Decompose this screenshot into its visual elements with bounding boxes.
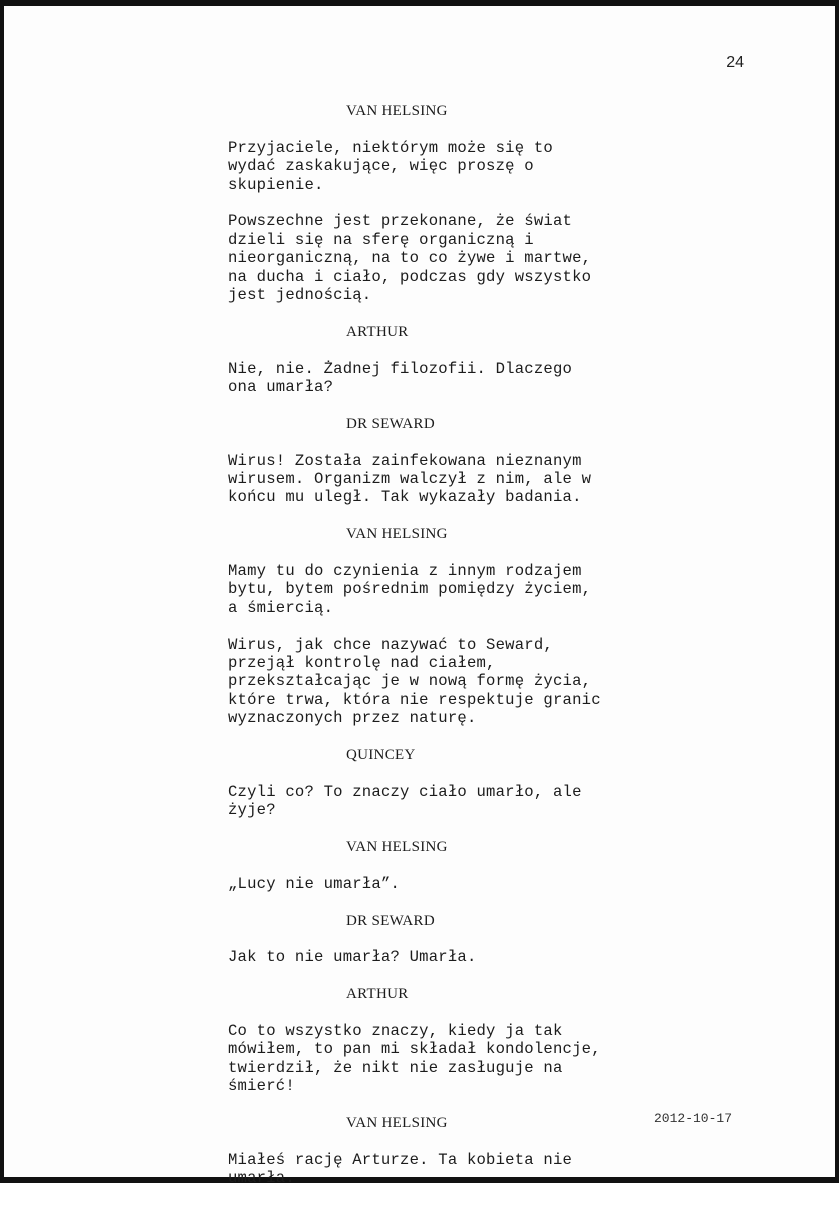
dialogue-block [228, 139, 648, 194]
dialogue-block [228, 452, 648, 507]
screenplay-body [228, 102, 648, 1206]
dialogue-line: Co to wszystko znaczy, kiedy ja tak [228, 1022, 563, 1041]
dialogue-line: „Lucy nie umarła”. [228, 874, 401, 893]
dialogue-line: przejął kontrolę nad ciałem, [228, 654, 496, 673]
dialogue-line: Przyjaciele, niektórym może się to [228, 138, 553, 157]
dialogue-line: bytu, bytem pośrednim pomiędzy życiem, [228, 580, 592, 599]
dialogue-line: Nie, nie. Żadnej filozofii. Dlaczego [228, 359, 573, 378]
dialogue-block [228, 562, 648, 617]
dialogue-line: końcu mu uległ. Tak wykazały badania. [228, 488, 582, 507]
dialogue-line: Miałeś rację Arturze. Ta kobieta nie [228, 1150, 573, 1169]
dialogue-block [228, 875, 648, 893]
dialogue-line: umarła. [228, 1169, 295, 1188]
character-name: ARTHUR [346, 986, 409, 1003]
dialogue-line: Wirus! Została zainfekowana nieznanym [228, 451, 582, 470]
character-name: VAN HELSING [346, 103, 448, 119]
dialogue-block [228, 783, 648, 820]
dialogue-block [228, 636, 648, 728]
dialogue-line: jest jednością. [228, 286, 372, 305]
dialogue-line: na ducha i ciało, podczas gdy wszystko [228, 267, 592, 286]
dialogue-block [228, 1151, 648, 1188]
dialogue-line: skupienie. [228, 175, 324, 194]
dialogue-line: dzieli się na sferę organiczną i [228, 230, 534, 249]
dialogue-line: wirusem. Organizm walczył z nim, ale w [228, 470, 592, 489]
page-number: 24 [726, 54, 744, 71]
dialogue-line: śmierć! [228, 1077, 295, 1096]
dialogue-block [228, 1022, 648, 1096]
character-name: VAN HELSING [346, 839, 448, 856]
dialogue-line: Wirus, jak chce nazywać to Seward, [228, 635, 553, 654]
dialogue-line: Powszechne jest przekonane, że świat [228, 212, 573, 231]
character-name: DR SEWARD [346, 415, 435, 432]
dialogue-line: a śmiercią. [228, 598, 334, 617]
dialogue-line: które trwa, która nie respektuje granic [228, 690, 601, 709]
dialogue-line: Czyli co? To znaczy ciało umarło, ale [228, 782, 582, 801]
dialogue-line: przekształcając je w nową formę życia, [228, 672, 592, 691]
dialogue-line: Mamy tu do czynienia z innym rodzajem [228, 562, 582, 581]
dialogue-block [228, 948, 648, 966]
dialogue-line: Jak to nie umarła? Umarła. [228, 948, 477, 967]
dialogue-line: mówiłem, to pan mi składał kondolencje, [228, 1040, 601, 1059]
dialogue-block [228, 212, 648, 304]
character-name: VAN HELSING [346, 1115, 448, 1132]
dialogue-line: żyje? [228, 801, 276, 820]
dialogue-line: wyznaczonych przez naturę. [228, 709, 477, 728]
dialogue-line: ona umarła? [228, 378, 334, 397]
dialogue-line: nieorganiczną, na to co żywe i martwe, [228, 249, 592, 268]
dialogue-line: twierdził, że nikt nie zasługuje na [228, 1058, 563, 1077]
character-name: DR SEWARD [346, 912, 435, 929]
character-name: QUINCEY [346, 747, 416, 764]
character-name: VAN HELSING [346, 526, 448, 543]
character-name: ARTHUR [346, 323, 409, 340]
dialogue-block [228, 360, 648, 397]
dialogue-line: wydać zaskakujące, więc proszę o [228, 157, 534, 176]
document-date: 2012-10-17 [654, 1111, 733, 1126]
